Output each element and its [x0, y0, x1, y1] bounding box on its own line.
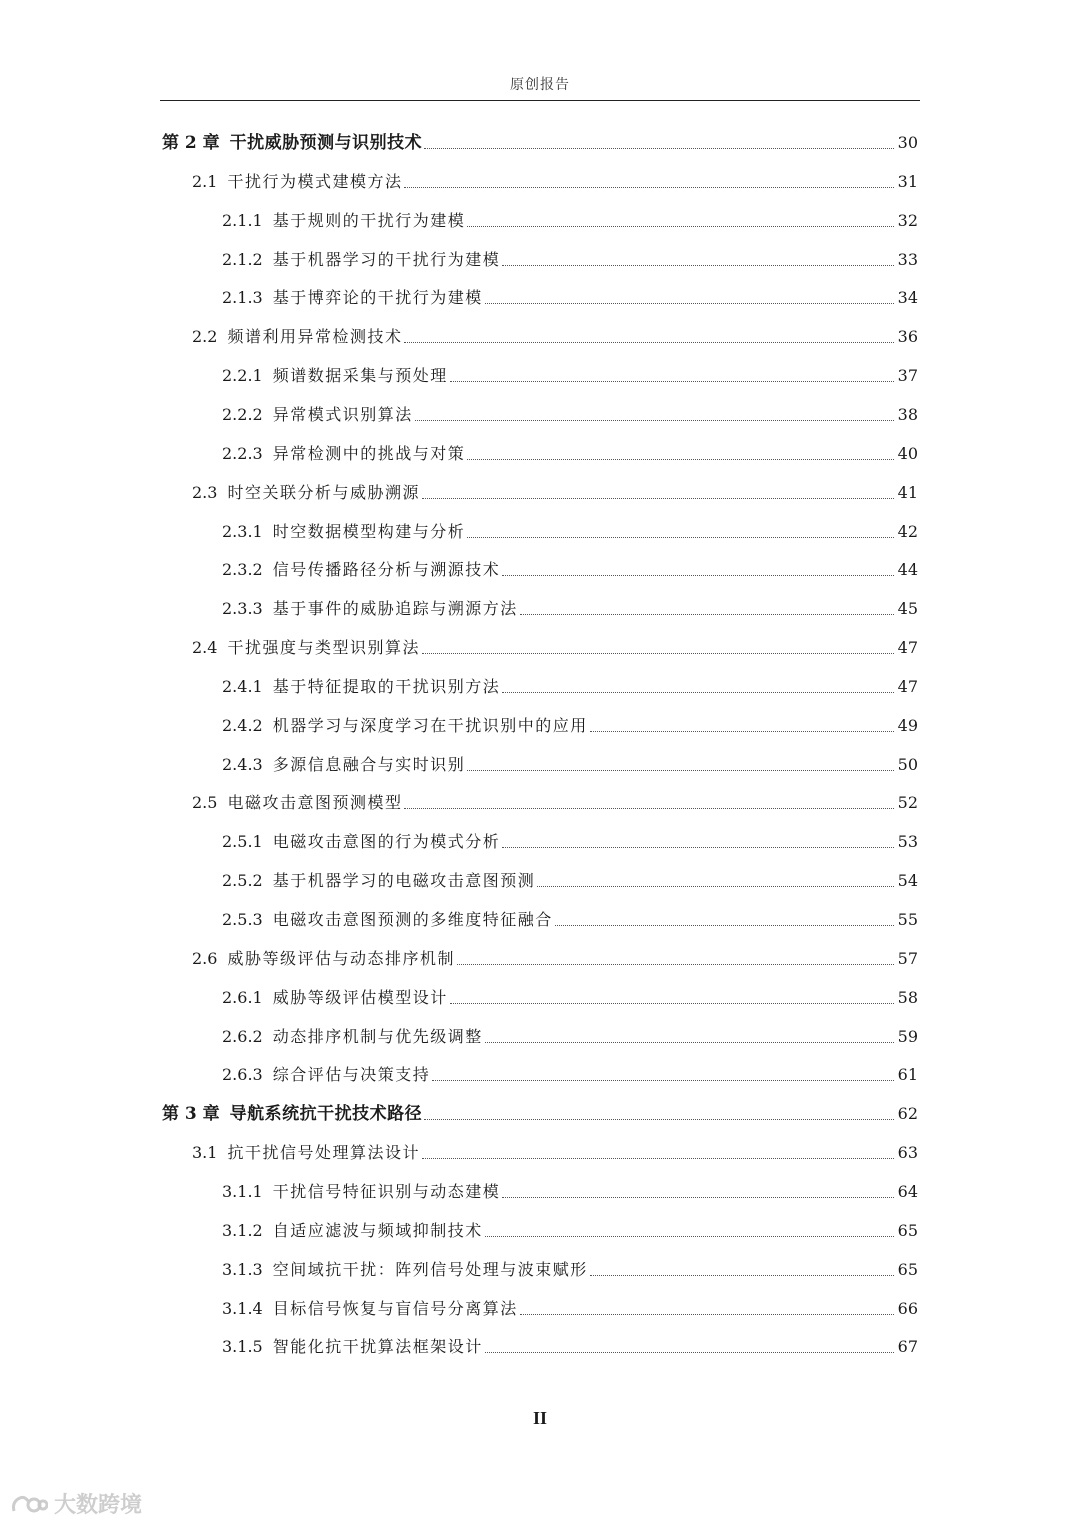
toc-entry-page: 42	[897, 521, 918, 541]
toc-entry-page: 66	[897, 1298, 918, 1318]
toc-entry-page: 41	[897, 482, 918, 502]
toc-entry-title: 威胁等级评估模型设计	[272, 987, 448, 1007]
toc-entry[interactable]	[222, 713, 918, 739]
toc-entry-title: 智能化抗干扰算法框架设计	[272, 1337, 483, 1357]
toc-dot-leader	[424, 144, 893, 149]
toc-entry-page: 49	[897, 715, 918, 735]
toc-entry-number: 2.4.2	[222, 715, 263, 735]
toc-entry[interactable]	[222, 208, 918, 234]
toc-entry-page: 64	[897, 1181, 918, 1201]
toc-dot-leader	[424, 1115, 893, 1120]
toc-entry-title: 目标信号恢复与盲信号分离算法	[272, 1298, 518, 1318]
toc-entry-number: 2.6	[192, 948, 218, 968]
page-header-title: 原创报告	[510, 77, 570, 93]
toc-entry-number: 2.3.3	[222, 599, 263, 619]
toc-entry-title: 动态排序机制与优先级调整	[272, 1026, 483, 1046]
toc-entry-number: 第 3 章	[162, 1104, 220, 1125]
toc-entry[interactable]	[222, 1218, 918, 1244]
toc-entry-number: 2.2	[192, 327, 218, 347]
toc-entry-page: 34	[897, 288, 918, 308]
toc-entry[interactable]	[222, 1062, 918, 1088]
toc-entry[interactable]	[222, 752, 918, 778]
toc-dot-leader	[502, 571, 893, 576]
toc-entry-page: 50	[897, 754, 918, 774]
toc-entry-title: 机器学习与深度学习在干扰识别中的应用	[272, 715, 588, 735]
toc-entry[interactable]	[222, 557, 918, 583]
toc-entry-title: 干扰威胁预测与识别技术	[229, 133, 423, 153]
toc-entry-number: 3.1.5	[222, 1337, 263, 1357]
watermark-text: 大数跨境	[54, 1493, 143, 1518]
toc-entry-title: 基于博弈论的干扰行为建模	[272, 288, 483, 308]
toc-dot-leader	[422, 649, 894, 654]
toc-dot-leader	[422, 494, 894, 499]
toc-entry-page: 67	[897, 1337, 918, 1357]
toc-entry-number: 3.1	[192, 1143, 218, 1163]
toc-entry-number: 2.4	[192, 638, 218, 658]
toc-entry-number: 2.2.1	[222, 366, 263, 386]
toc-entry-page: 33	[897, 249, 918, 269]
toc-entry-title: 异常检测中的挑战与对策	[272, 443, 466, 463]
toc-entry[interactable]	[162, 1101, 918, 1127]
toc-entry-title: 空间域抗干扰：阵列信号处理与波束赋形	[272, 1259, 588, 1279]
toc-dot-leader	[520, 1310, 894, 1315]
toc-entry-title: 电磁攻击意图的行为模式分析	[272, 832, 501, 852]
toc-entry[interactable]	[222, 907, 918, 933]
toc-entry-title: 干扰强度与类型识别算法	[227, 638, 420, 658]
toc-entry-number: 2.5.3	[222, 910, 263, 929]
toc-entry-title: 导航系统抗干扰技术路径	[229, 1104, 423, 1125]
toc-entry-title: 干扰行为模式建模方法	[227, 171, 403, 191]
toc-entry-number: 3.1.3	[222, 1259, 263, 1279]
toc-entry-page: 36	[897, 327, 918, 347]
toc-entry[interactable]	[222, 868, 918, 894]
toc-entry-page: 45	[897, 599, 918, 619]
toc-dot-leader	[485, 1038, 894, 1043]
toc-entry[interactable]	[222, 402, 918, 428]
toc-entry-title: 基于机器学习的干扰行为建模	[272, 249, 501, 269]
toc-entry-title: 电磁攻击意图预测的多维度特征融合	[272, 910, 553, 929]
toc-entry-page: 55	[897, 910, 918, 929]
toc-dot-leader	[404, 338, 893, 343]
toc-entry[interactable]	[222, 1296, 918, 1322]
toc-entry[interactable]	[192, 635, 918, 661]
toc-entry-number: 2.1	[192, 171, 218, 191]
toc-entry-page: 40	[897, 443, 918, 463]
toc-entry-number: 3.1.4	[222, 1298, 263, 1318]
watermark-logo-icon	[10, 1491, 48, 1517]
toc-entry-page: 62	[897, 1104, 918, 1124]
toc-entry[interactable]	[222, 1257, 918, 1283]
toc-entry-title: 电磁攻击意图预测模型	[227, 793, 403, 813]
toc-dot-leader	[590, 727, 894, 732]
toc-entry-title: 威胁等级评估与动态排序机制	[227, 948, 455, 968]
toc-entry-number: 2.1.3	[222, 288, 263, 308]
toc-entry[interactable]	[192, 1140, 918, 1166]
toc-entry-title: 基于规则的干扰行为建模	[272, 210, 466, 230]
toc-entry[interactable]	[222, 985, 918, 1011]
toc-entry-number: 2.2.2	[222, 404, 263, 424]
toc-dot-leader	[485, 1232, 894, 1237]
toc-dot-leader	[590, 1271, 894, 1276]
toc-entry-number: 2.4.1	[222, 676, 263, 696]
toc-entry-number: 2.1.1	[222, 210, 263, 230]
toc-entry[interactable]	[222, 519, 918, 545]
toc-entry-page: 57	[897, 948, 918, 968]
toc-entry-title: 频谱利用异常检测技术	[227, 327, 403, 347]
toc-dot-leader	[404, 804, 893, 809]
toc-dot-leader	[467, 455, 893, 460]
toc-entry[interactable]	[222, 285, 918, 311]
toc-entry-title: 抗干扰信号处理算法设计	[227, 1143, 420, 1163]
toc-entry-number: 2.5	[192, 793, 218, 813]
toc-entry-page: 63	[897, 1143, 918, 1163]
toc-entry-title: 时空关联分析与威胁溯源	[227, 482, 420, 502]
toc-dot-leader	[450, 999, 894, 1004]
toc-dot-leader	[467, 533, 893, 538]
toc-entry-title: 基于特征提取的干扰识别方法	[272, 676, 501, 696]
toc-entry-page: 44	[897, 560, 918, 580]
toc-entry-title: 频谱数据采集与预处理	[272, 366, 448, 386]
page-number: II	[532, 1408, 547, 1428]
toc-dot-leader	[467, 222, 893, 227]
toc-entry[interactable]	[222, 1024, 918, 1050]
toc-entry-number: 2.4.3	[222, 754, 263, 774]
toc-entry-page: 38	[897, 404, 918, 424]
toc-dot-leader	[537, 882, 893, 887]
toc-entry-page: 30	[897, 133, 918, 152]
toc-dot-leader	[422, 1154, 894, 1159]
toc-entry[interactable]	[192, 946, 918, 972]
toc-dot-leader	[502, 261, 893, 266]
toc-entry-page: 65	[897, 1220, 918, 1240]
toc-entry-number: 2.3.2	[222, 560, 263, 580]
toc-dot-leader	[467, 766, 893, 771]
toc-entry-number: 2.5.1	[222, 832, 263, 852]
toc-entry-title: 基于机器学习的电磁攻击意图预测	[272, 871, 536, 891]
toc-entry-page: 61	[897, 1065, 918, 1085]
toc-entry-number: 2.1.2	[222, 249, 263, 269]
toc-entry-title: 基于事件的威胁追踪与溯源方法	[272, 599, 518, 619]
toc-entry-title: 信号传播路径分析与溯源技术	[272, 560, 501, 580]
toc-entry-number: 3.1.2	[222, 1220, 263, 1240]
toc-entry-page: 58	[897, 987, 918, 1007]
toc-dot-leader	[404, 183, 893, 188]
toc-entry-number: 2.6.2	[222, 1026, 263, 1046]
toc-dot-leader	[450, 377, 894, 382]
toc-entry-number: 2.5.2	[222, 871, 263, 891]
toc-entry[interactable]	[222, 247, 918, 273]
toc-entry-title: 时空数据模型构建与分析	[272, 521, 466, 541]
toc-entry-number: 2.6.3	[222, 1065, 263, 1085]
toc-entry-page: 54	[897, 871, 918, 891]
toc-entry-number: 2.2.3	[222, 443, 263, 463]
toc-entry-page: 47	[897, 638, 918, 658]
toc-dot-leader	[502, 688, 893, 693]
toc-entry[interactable]	[222, 1334, 918, 1360]
toc-entry-title: 异常模式识别算法	[272, 404, 413, 424]
toc-entry[interactable]	[222, 363, 918, 389]
toc-dot-leader	[502, 1193, 893, 1198]
toc-dot-leader	[520, 610, 894, 615]
toc-entry-page: 47	[897, 676, 918, 696]
toc-entry[interactable]	[192, 324, 918, 350]
toc-entry[interactable]	[192, 480, 918, 506]
watermark	[10, 1488, 142, 1519]
toc-dot-leader	[555, 921, 894, 926]
toc-entry-page: 31	[897, 171, 918, 191]
toc-entry[interactable]	[222, 674, 918, 700]
toc-entry-title: 多源信息融合与实时识别	[272, 754, 466, 774]
toc-dot-leader	[457, 960, 894, 965]
toc-entry-number: 2.6.1	[222, 987, 263, 1007]
toc-entry[interactable]	[222, 596, 918, 622]
toc-entry-page: 52	[897, 793, 918, 813]
toc-entry-title: 综合评估与决策支持	[272, 1065, 431, 1085]
toc-entry-page: 53	[897, 832, 918, 852]
toc-entry[interactable]	[222, 829, 918, 855]
toc-entry[interactable]	[222, 1179, 918, 1205]
toc-entry-page: 37	[897, 366, 918, 386]
toc-entry-title: 自适应滤波与频域抑制技术	[272, 1220, 483, 1240]
toc-entry-number: 3.1.1	[222, 1181, 263, 1201]
toc-entry[interactable]	[192, 169, 918, 195]
toc-entry-number: 2.3	[192, 482, 218, 502]
toc-entry-page: 59	[897, 1026, 918, 1046]
toc-entry-page: 65	[897, 1259, 918, 1279]
toc-entry-number: 2.3.1	[222, 521, 263, 541]
toc-entry-title: 干扰信号特征识别与动态建模	[272, 1181, 501, 1201]
toc-dot-leader	[415, 416, 894, 421]
toc-entry-number: 第 2 章	[162, 133, 220, 153]
toc-dot-leader	[432, 1076, 893, 1081]
toc-dot-leader	[502, 843, 893, 848]
toc-entry[interactable]	[192, 790, 918, 816]
toc-entry[interactable]	[162, 130, 918, 156]
toc-entry[interactable]	[222, 441, 918, 467]
toc-dot-leader	[485, 299, 894, 304]
toc-entry-page: 32	[897, 210, 918, 230]
toc-dot-leader	[485, 1348, 894, 1353]
